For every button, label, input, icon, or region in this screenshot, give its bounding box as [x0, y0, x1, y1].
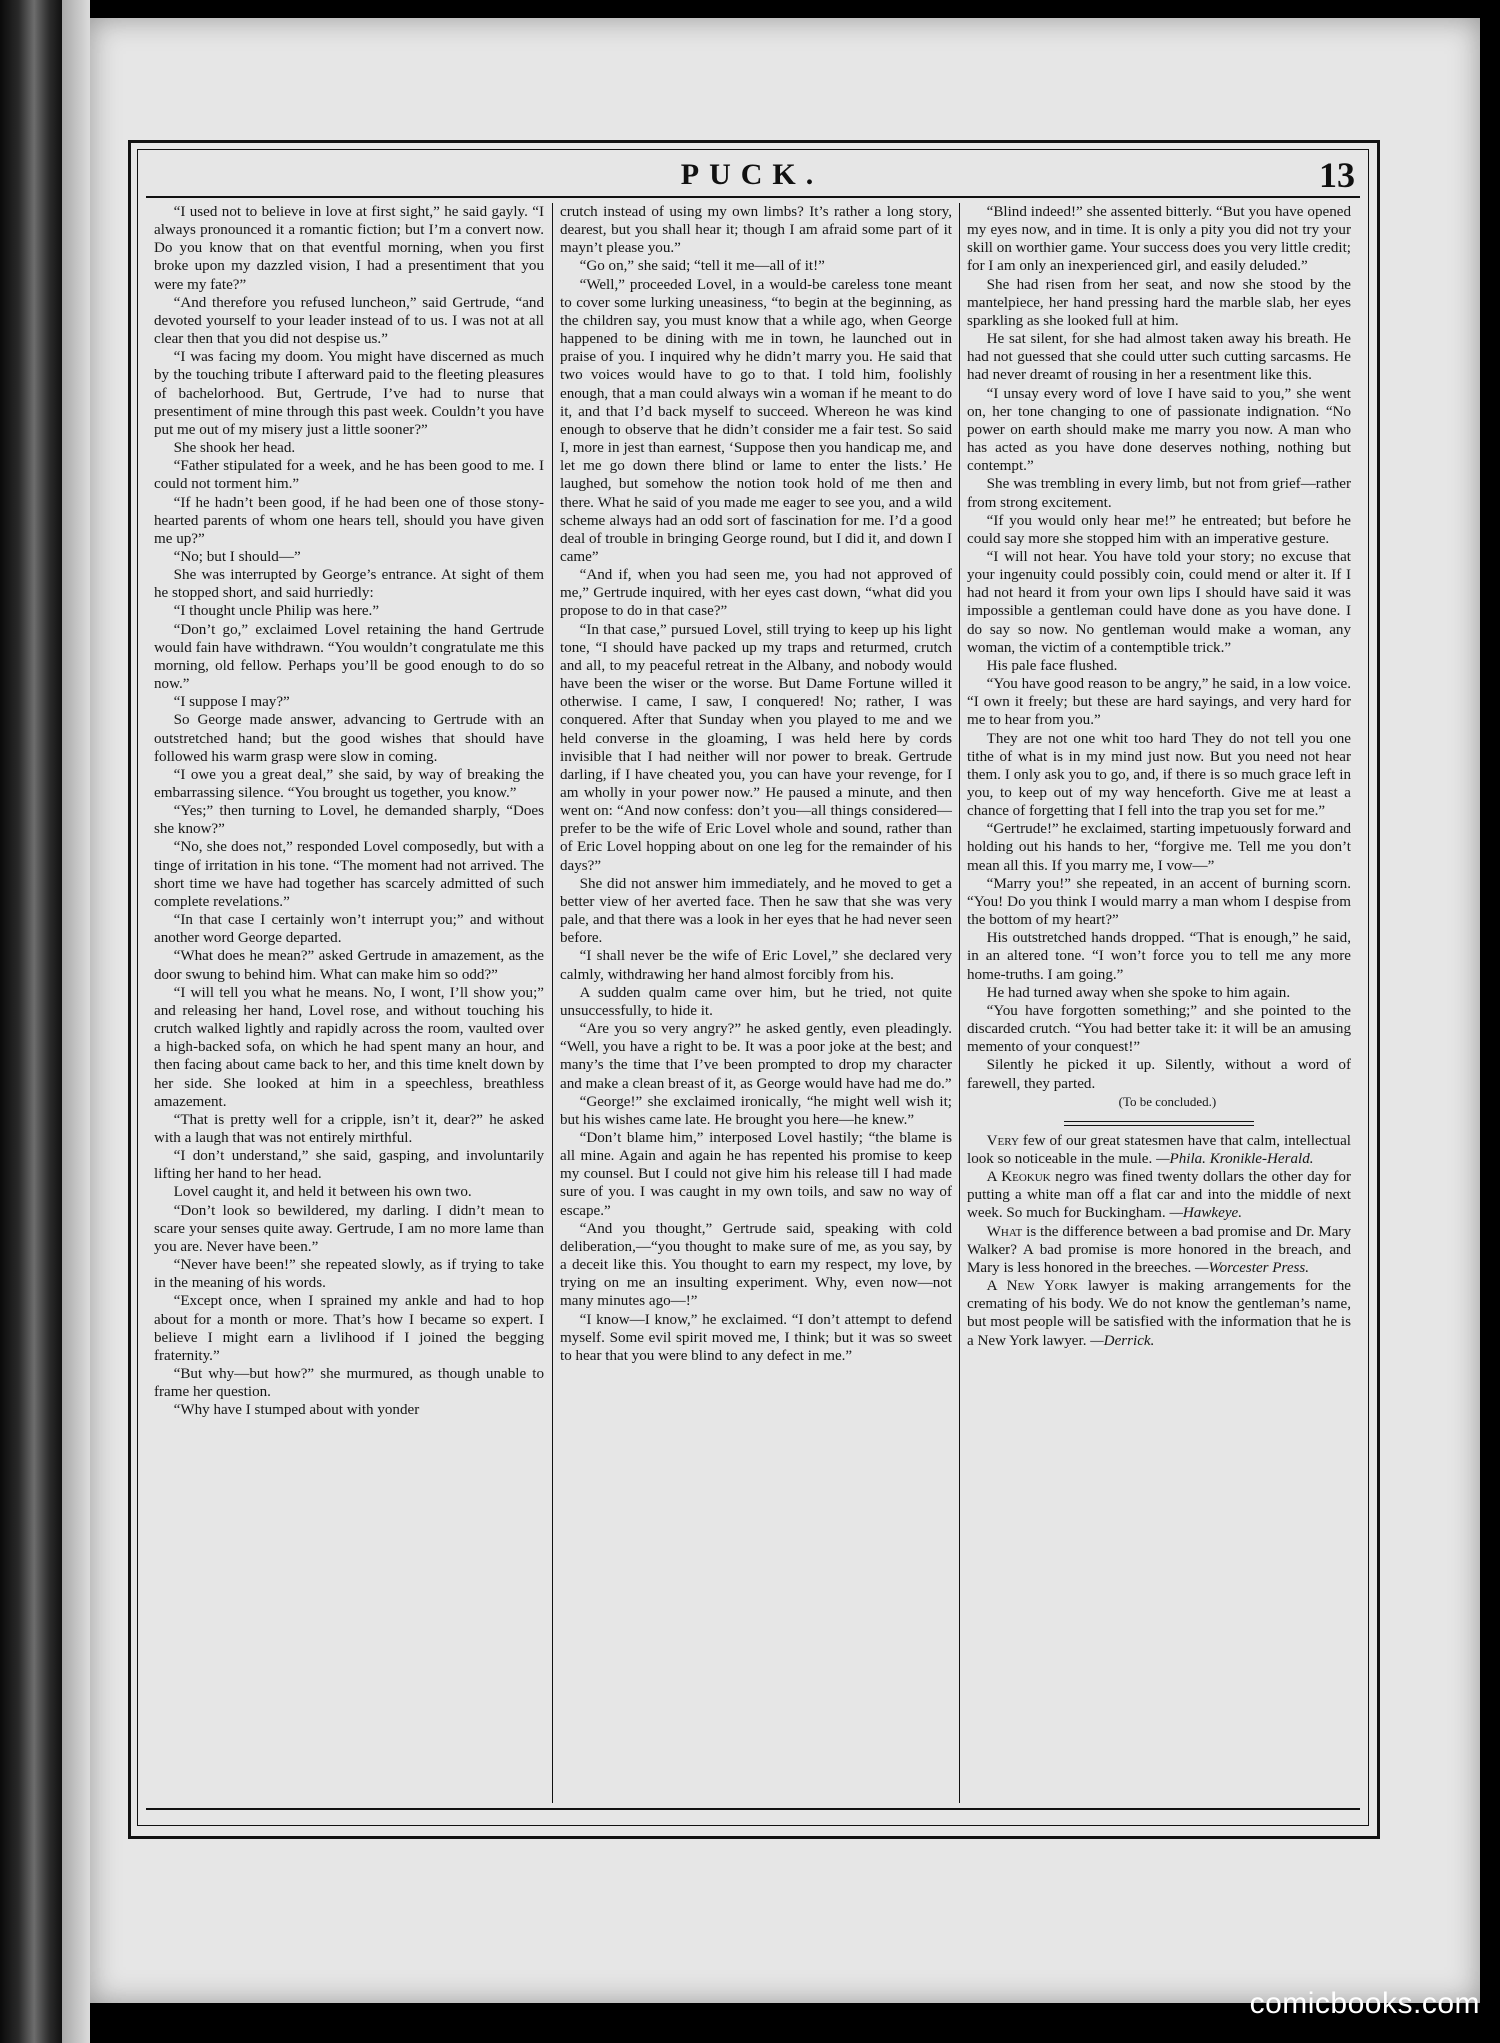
paragraph: “I don’t understand,” she said, gasping, and involuntarily lifting her hand to her head. — [154, 1148, 544, 1183]
column-divider-1 — [552, 203, 553, 1803]
masthead — [137, 152, 1367, 196]
paragraph: “You have forgotten something;” and she pointed to the discarded crutch. “You had better take it: it will be an amusing memento of your conquest!” — [967, 1002, 1351, 1056]
news-item-source: —Worcester Press. — [1195, 1259, 1310, 1276]
news-item-lead: Very — [986, 1132, 1019, 1149]
news-item — [967, 1277, 1351, 1350]
paragraph: “I was facing my doom. You might have discerned as much by the touching tribute I afterward paid to the fleeting pleasures of bachelorhood. But, Gertrude, I’ve had to nurse that presentiment of mine through this past week. Couldn’t you have put me out of my misery just a little sooner?” — [154, 349, 544, 438]
news-item-lead: A New York — [986, 1278, 1079, 1295]
column-divider-2 — [959, 203, 960, 1803]
paragraph: “If you would only hear me!” he entreated; but before he could say more she stopped him with an imperative gesture. — [967, 512, 1351, 547]
paragraph: “Are you so very angry?” he asked gently, even pleadingly. “Well, you have a right to be. It was a poor joke at the best; and many’s the time that I’ve been prompted to drop my character and make a clean breast of it, as George would have had me do.” — [560, 1021, 952, 1092]
book-spine — [0, 0, 62, 2043]
paragraph: “Go on,” she said; “tell it me—all of it!” — [579, 258, 825, 275]
paragraph: “I will not hear. You have told your story; no excuse that your ingenuity could possibly coin, could mend or alter it. If I had not heard it from your own lips I should have said it was impossible a gentleman could have done as you have done. I do say so now. No gentleman would make a woman, any woman, the victim of a contemptible trick.” — [967, 548, 1351, 656]
paragraph: crutch instead of using my own limbs? It’s rather a long story, dearest, but you shall hear it; though I am afraid some part of it mayn’t please you.” — [560, 204, 952, 257]
news-item-body: is the difference between a bad promise and Dr. Mary Walker? A bad promise is more honored in the breach, and Mary is less honored in the breeches. — [967, 1223, 1351, 1276]
paragraph: She was trembling in every limb, but not from grief—rather from strong excitement. — [967, 476, 1351, 511]
paragraph: “Don’t look so bewildered, my darling. I didn’t mean to scare your senses quite away. Gertrude, I am no more lame than you are. Never have been.” — [154, 1202, 544, 1255]
paragraph: “George!” she exclaimed ironically, “he might well wish it; but his wishes came late. He brought you here—he knew.” — [560, 1093, 952, 1128]
paragraph: “I used not to believe in love at first sight,” he said gayly. “I always pronounced it a romantic fiction; but I’m a convert now. Do you know that on that eventful morning, when you first broke upon my dazzled vision, I had a presentiment that you were my fate?” — [154, 204, 544, 293]
news-item-lead: What — [986, 1223, 1023, 1240]
news-item — [967, 1168, 1351, 1222]
paragraph: “Never have been!” she repeated slowly, as if trying to take in the meaning of his words. — [154, 1257, 544, 1292]
paragraph: “I owe you a great deal,” she said, by way of breaking the embarrassing silence. “You brought us together, you know.” — [154, 766, 544, 801]
paragraph: His outstretched hands dropped. “That is enough,” he said, in an altered tone. “I won’t force you to tell me any more home-truths. I am going.” — [967, 930, 1351, 983]
paragraph: They are not one whit too hard They do not tell you one tithe of what is in my mind just now. But you need not hear them. I only ask you to go, and, if there is so much grace left in you, to keep out of my way henceforth. Give me at least a chance of forgetting that I fell into the trap you set for me.” — [967, 730, 1351, 820]
text-column-1 — [154, 203, 544, 1805]
news-item-source: —Phila. Kronikle-Herald. — [1156, 1150, 1314, 1167]
paragraph: “No, she does not,” responded Lovel composedly, but with a tinge of irritation in his tone. “The moment had not arrived. The short time we have had together has scarcely admitted of such complete revelations.” — [154, 839, 544, 910]
paragraph: “And therefore you refused luncheon,” said Gertrude, “and devoted yourself to your leader instead of to us. I was not at all clear then that you did not despise us.” — [154, 294, 544, 348]
text-column-2 — [560, 203, 952, 1805]
text-column-3 — [967, 203, 1351, 1805]
paragraph: He had turned away when she spoke to him again. — [986, 984, 1291, 1001]
paragraph: She had risen from her seat, and now she stood by the mantelpiece, her hand pressing hard the marble slab, her eyes sparkling as she looked full at him. — [967, 276, 1351, 329]
news-item-body: few of our great statesmen have that calm, intellectual look so noticeable in the mule. — [967, 1132, 1351, 1167]
paragraph: “Don’t blame him,” interposed Lovel hastily; “the blame is all mine. Again and again he has repented his promise to keep my counsel. But I could not give him his release till I had made sure of you. I was caught in my own toils, and saw no way of escape.” — [560, 1129, 952, 1219]
paragraph: He sat silent, for she had almost taken away his breath. He had not guessed that she could utter such cutting sarcasms. He had never dreamt of rousing in her a resentment like this. — [967, 331, 1351, 384]
paragraph: “Why have I stumped about with yonder — [173, 1402, 420, 1419]
news-item-source: —Derrick. — [1090, 1332, 1155, 1349]
paragraph: “No; but I should—” — [173, 548, 301, 565]
paragraph: “In that case,” pursued Lovel, still trying to keep up his light tone, “I should have packed up my traps and returmed, crutch and all, to my peaceful retreat in the Albany, and nobody would have been the wiser or the worse. But Dame Fortune willed it otherwise. I came, I saw, I conquered! No; rather, I was conquered. After that Sunday when you played to me and we held converse in the gloaming, I was held here by cords invisible that I had neither will nor power to break. Gertrude darling, if I have cheated you, you can have your revenge, for I am wholly in your power now.” He paused a minute, and then went on: “And now confess: don’t you—all things considered—prefer to be the wife of Eric Lovel whole and sound, rather than of Eric Lovel hopping about on one leg for the remainder of his days?” — [560, 621, 952, 874]
paragraph: “If he hadn’t been good, if he had been one of those stony-hearted parents of whom one hears tell, should you have given me up?” — [154, 494, 544, 547]
news-item-body: lawyer is making arrangements for the cremating of his body. We do not know the gentleman’s name, but most people will be satisfied with the information that he is a New York lawyer. — [967, 1278, 1351, 1349]
news-item-source: —Hawkeye. — [1169, 1205, 1242, 1222]
watermark: comicbooks.com — [1249, 1987, 1480, 2020]
paragraph: “And if, when you had seen me, you had not approved of me,” Gertrude inquired, with her eyes cast down, “what did you propose to do in that case?” — [560, 567, 952, 620]
paragraph: “You have good reason to be angry,” he said, in a low voice. “I own it freely; but these are hard sayings, and very hard for me to hear from you.” — [967, 676, 1351, 729]
publication-title: PUCK. — [680, 158, 824, 191]
paragraph: “And you thought,” Gertrude said, speaking with cold deliberation,—“you thought to make sure of me, as you say, by a deceit like this. You thought to earn my respect, my love, by trying on me an insulting experiment. Why, even now—not many minutes ago—!” — [560, 1220, 952, 1310]
paragraph: She was interrupted by George’s entrance. At sight of them he stopped short, and said hurriedly: — [154, 567, 544, 602]
paragraph: “Well,” proceeded Lovel, in a would-be careless tone meant to cover some lurking uneasiness, “to begin at the beginning, as the children say, you must know that a while ago, when George happened to be dining with me in town, he launched out in praise of you. I inquired why he didn’t marry you. He said that two voices would have to go to that. I told him, foolishly enough, that a man could always win a woman if he meant to do it, and that I’d back myself to succeed. Whereon he was kind enough to observe that he didn’t consider me a fair test. So said I, more in jest than earnest, ‘Suppose then you handicap me, and let me go down there blind or lame to enter the lists.’ He laughed, but somehow the notion took hold of me then and there. What he said of you made me eager to see you, and a wild scheme always had an odd sort of fascination for me. I’d a good deal of trouble in bringing George round, but I did it, and down I came” — [560, 276, 952, 565]
header-rule — [146, 196, 1360, 198]
paragraph: “I shall never be the wife of Eric Lovel,” she declared very calmly, withdrawing her hand almost forcibly from his. — [560, 948, 952, 983]
page-number: 13 — [1319, 155, 1355, 195]
paragraph: “Blind indeed!” she assented bitterly. “But you have opened my eyes now, and in time. It is only a pity you did not try your skill on worthier game. Your success does you very little credit; for I am only an inexperienced girl, and easily deluded.” — [967, 204, 1351, 275]
paragraph: She did not answer him immediately, and he moved to get a better view of her averted face. Then he saw that she was very pale, and that there was a look in her eyes that he had never seen before. — [560, 875, 952, 947]
paragraph: “Marry you!” she repeated, in an accent of burning scorn. “You! Do you think I would marry a man whom I despise from the bottom of my heart?” — [967, 875, 1351, 929]
paragraph: “I unsay every word of love I have said to you,” she went on, her tone changing to one of passionate indignation. “No power on earth should make me marry you now. A man who has acted as you have done deserves nothing, nothing but contempt.” — [967, 385, 1351, 475]
paragraph: “Gertrude!” he exclaimed, starting impetuously forward and holding out his hands to her, “forgive me. Tell me you don’t mean all this. If you marry me, I vow—” — [967, 821, 1351, 874]
paragraph: “Father stipulated for a week, and he has been good to me. I could not torment him.” — [154, 458, 544, 493]
paragraph: “But why—but how?” she murmured, as though unable to frame her question. — [154, 1366, 544, 1401]
paragraph: “I will tell you what he means. No, I wont, I’ll show you;” and releasing her hand, Lovel rose, and without touching his crutch walked lightly and rapidly across the room, vaulted over a high-backed sofa, on which he had spent many an hour, and then facing about came back to her, and this time knelt down by her side. She looked at him in a speechless, breathless amazement. — [154, 984, 544, 1110]
section-separator — [1064, 1121, 1254, 1126]
news-item-lead: A Keokuk — [986, 1169, 1051, 1186]
paragraph: “I suppose I may?” — [173, 694, 290, 711]
paragraph: So George made answer, advancing to Gertrude with an outstretched hand; but the good wishes that should have followed his warm grasp were slow in coming. — [154, 712, 544, 765]
paragraph: “I thought uncle Philip was here.” — [173, 603, 380, 620]
paragraph: “I know—I know,” he exclaimed. “I don’t attempt to defend myself. Some evil spirit moved me, I think; but it was so sweet to hear that you were blind to any defect in me.” — [560, 1311, 952, 1364]
to-be-concluded-note: (To be concluded.) — [1118, 1093, 1217, 1109]
news-item — [967, 1223, 1351, 1277]
footer-rule — [146, 1808, 1360, 1810]
paragraph: “That is pretty well for a cripple, isn’t it, dear?” he asked with a laugh that was not entirely mirthful. — [154, 1111, 544, 1146]
paragraph: Lovel caught it, and held it between his own two. — [173, 1184, 472, 1201]
paragraph: Silently he picked it up. Silently, without a word of farewell, they parted. — [967, 1057, 1351, 1092]
paragraph: “Don’t go,” exclaimed Lovel retaining the hand Gertrude would fain have withdrawn. “You wouldn’t congratulate me this morning, old fellow. Perhaps you’ll be good enough to do so now.” — [154, 621, 544, 693]
paragraph: She shook her head. — [173, 440, 296, 457]
paragraph: A sudden qualm came over him, but he tried, not quite unsuccessfully, to hide it. — [560, 984, 952, 1019]
paragraph: “Yes;” then turning to Lovel, he demanded sharply, “Does she know?” — [154, 803, 544, 838]
news-item — [967, 1132, 1351, 1168]
news-item-body: negro was fined twenty dollars the other day for putting a white man off a flat car and into the middle of next week. So much for Buckingham. — [967, 1169, 1351, 1222]
paragraph: “What does he mean?” asked Gertrude in amazement, as the door swung to behind him. What can make him so odd?” — [154, 948, 544, 983]
paragraph: “Except once, when I sprained my ankle and had to hop about for a month or more. That’s how I became so expert. I believe I might earn a livlihood if I joined the begging fraternity.” — [154, 1293, 544, 1364]
paragraph: “In that case I certainly won’t interrupt you;” and without another word George departed. — [154, 912, 544, 947]
paragraph: His pale face flushed. — [986, 657, 1118, 674]
left-page-edge — [62, 0, 90, 2043]
